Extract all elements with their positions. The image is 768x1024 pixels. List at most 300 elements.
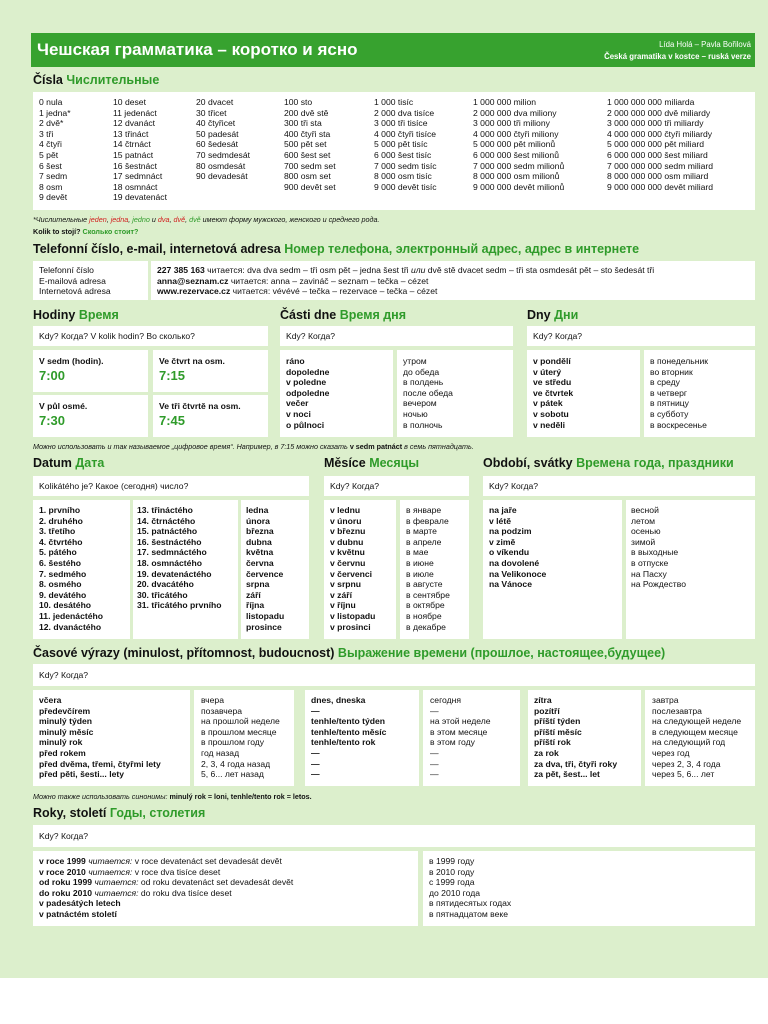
text-item: v květnu	[330, 547, 365, 558]
mesice-question	[324, 476, 469, 496]
section-title-casove	[33, 646, 665, 662]
text-column	[157, 265, 654, 297]
text-item: утром	[403, 356, 427, 366]
section-title-casti-dne	[280, 308, 406, 324]
text-item: 6. šestého	[39, 557, 82, 568]
number-item: 1 000 000 000 miliarda	[607, 97, 695, 107]
header-bar	[31, 33, 755, 67]
mesice-cz-box	[324, 500, 396, 639]
numbers-col-3	[196, 97, 250, 182]
text-item: pozítří	[534, 705, 560, 716]
number-item: 8 osm	[39, 181, 63, 192]
number-item: 5 000 000 pět milionů	[473, 139, 556, 150]
number-item: 20 dvacet	[196, 97, 234, 107]
text-item: května	[246, 547, 274, 558]
section-title-cz: Čísla	[33, 73, 63, 87]
number-item: 50 padesát	[196, 128, 239, 139]
text-item: Ve čtvrt na osm.	[159, 356, 225, 366]
text-item: zítra	[534, 695, 552, 705]
text-item: читается: vévévé – tečka – rezervace – tečka – cézet	[230, 286, 438, 297]
datum-col-1	[33, 500, 130, 639]
text-item: на следующей неделе	[652, 716, 742, 727]
casti-dne-ru-box	[397, 350, 513, 437]
phone-reading	[157, 265, 654, 276]
text-item: včera	[39, 695, 62, 705]
roky-ru-box	[423, 851, 755, 926]
text-column	[534, 695, 617, 780]
number-item: 9 000 000 devět milionů	[473, 181, 565, 192]
numbers-footnote	[33, 215, 380, 224]
numbers-col-5	[374, 97, 437, 192]
number-item: 17 sedmnáct	[113, 171, 163, 182]
text-item: dvě stě dvacet sedm – tři sta osmdesát pět – sto šedesát tři	[425, 265, 655, 275]
text-item: v lednu	[330, 505, 361, 515]
section-title-mesice	[324, 456, 419, 472]
text-item: www.rezervace.cz	[157, 286, 231, 297]
text-item: dvě	[173, 215, 186, 224]
text-item: в следующем месяце	[652, 726, 738, 737]
text-item: na podzim	[489, 526, 532, 537]
text-column	[39, 856, 293, 920]
text-item: 5. pátého	[39, 547, 77, 558]
text-column	[39, 505, 103, 632]
year-row	[39, 877, 293, 888]
number-item: 600 šest set	[284, 149, 331, 160]
number-item: 7 sedm	[39, 171, 68, 182]
datum-col-2	[133, 500, 238, 639]
text-item: 7:45	[159, 413, 186, 428]
number-item: 4 000 000 čtyři miliony	[473, 128, 559, 139]
text-item: Měsíce	[324, 456, 366, 470]
text-item: na dovolené	[489, 557, 540, 568]
number-item: 6 šest	[39, 160, 62, 171]
text-item: listopadu	[246, 610, 285, 621]
text-item: Выражение времени (прошлое, настоящее,будущее)	[337, 646, 666, 660]
text-item: Можно использовать и так называемое „цифровое время“. Например, в 7:15 можно сказать	[33, 442, 350, 451]
number-item: 8 000 000 000 osm miliard	[607, 171, 709, 182]
number-item: 5 000 pět tisíc	[374, 139, 428, 150]
text-item: вчера	[201, 695, 224, 705]
number-item: 3 000 000 tři miliony	[473, 118, 550, 129]
email-reading	[157, 276, 654, 287]
text-item: do roku 2010	[39, 887, 93, 898]
text-item: Kdy? Когда?	[330, 481, 380, 491]
number-item: 60 šedesát	[196, 139, 239, 150]
number-item: 15 patnáct	[113, 149, 154, 160]
authors: Lída Holá – Pavla Bořilová	[659, 40, 751, 49]
text-item: večer	[286, 398, 309, 409]
text-item: ,	[169, 215, 174, 224]
number-item: 70 sedmdesát	[196, 149, 250, 160]
number-item: 7 000 000 000 sedm miliard	[607, 160, 714, 171]
number-item: 16 šestnáct	[113, 160, 157, 171]
text-item: minulý rok	[39, 737, 83, 748]
page-title: Чешская грамматика – коротко и ясно	[37, 40, 358, 59]
text-item: v březnu	[330, 526, 366, 537]
text-item: 9. devátého	[39, 589, 87, 600]
number-item: 6 000 000 000 šest miliard	[607, 149, 708, 160]
text-item: za pět, šest... let	[534, 769, 600, 780]
text-item: v sedm patnáct	[349, 442, 403, 451]
text-item: února	[246, 515, 270, 526]
text-item: ,	[106, 215, 111, 224]
numbers-col-2	[113, 97, 167, 203]
dny-question	[527, 326, 755, 346]
text-item: в четверг	[650, 387, 688, 398]
number-item: 4 000 000 000 čtyři miliardy	[607, 128, 713, 139]
number-item: 1 000 tisíc	[374, 97, 414, 107]
text-item: července	[246, 568, 284, 579]
number-item: 4 000 čtyři tisíce	[374, 128, 437, 139]
text-item: Datum	[33, 456, 72, 470]
text-item: dopoledne	[286, 366, 330, 377]
text-item: Месяцы	[369, 456, 419, 470]
label-web: Internetová adresa	[39, 286, 111, 297]
text-item: 31. třicátého prvního	[137, 600, 222, 611]
numbers-col-7	[607, 97, 713, 192]
casove-note	[33, 792, 312, 801]
text-item: Ve tři čtvrtě na osm.	[159, 401, 241, 411]
label-email: E-mailová adresa	[39, 275, 106, 286]
text-item: в воскресенье	[650, 419, 707, 430]
text-item: в прошлом месяце	[201, 726, 277, 737]
numbers-col-1	[39, 97, 71, 203]
number-item: 8 000 000 osm milionů	[473, 171, 560, 182]
number-item: 800 osm set	[284, 171, 331, 182]
web-reading	[157, 286, 654, 297]
text-item: v úterý	[533, 366, 562, 377]
text-item: srpna	[246, 579, 270, 590]
text-item: Kdy? Когда? V kolik hodin? Во сколько?	[39, 331, 195, 341]
text-item: na jaře	[489, 505, 517, 515]
text-item: dva	[157, 215, 170, 224]
casti-dne-cz-box	[280, 350, 393, 437]
text-item: —	[430, 758, 439, 769]
text-item: в отпуске	[631, 557, 669, 568]
roky-cz-box	[33, 851, 418, 926]
text-column	[39, 695, 161, 780]
text-column	[286, 356, 329, 430]
text-item: через год	[652, 747, 690, 758]
text-item: *Числительные	[33, 215, 90, 224]
text-item: на Рождество	[631, 579, 686, 590]
text-item: 10. desátého	[39, 600, 92, 611]
number-item: 200 dvě stě	[284, 107, 329, 118]
text-item: před dvěma, třemi, čtyřmi lety	[39, 758, 161, 769]
text-item: v roce devatenáct set devadesát devět	[132, 856, 282, 866]
text-item: 2. druhého	[39, 515, 83, 526]
text-item: V půl osmé.	[39, 401, 88, 411]
text-item: Номер телефона, электронный адрес, адрес в интернете	[284, 242, 640, 256]
text-item: в июле	[406, 568, 434, 579]
text-item: 20. dvacátého	[137, 579, 194, 590]
numbers-col-4	[284, 97, 336, 192]
text-item: minulý rok = loni, tenhle/tento rok = letos.	[169, 792, 312, 801]
text-item: příští měsíc	[534, 726, 582, 737]
text-item: в пятницу	[650, 398, 689, 409]
number-item: 10 deset	[113, 97, 146, 107]
dny-cz-box	[527, 350, 640, 437]
text-item: в феврале	[406, 515, 449, 526]
number-item: 700 sedm set	[284, 160, 336, 171]
text-item: v srpnu	[330, 579, 362, 590]
text-item: příští rok	[534, 737, 571, 748]
text-item: в декабре	[406, 621, 446, 632]
hodiny-note	[33, 442, 474, 451]
text-item: v sobotu	[533, 408, 569, 419]
text-column	[650, 356, 708, 430]
number-item: 500 pět set	[284, 139, 327, 150]
text-item: 3. třetího	[39, 526, 76, 537]
text-item: v červnu	[330, 557, 366, 568]
text-column	[652, 695, 741, 780]
text-item: předevčírem	[39, 705, 91, 716]
text-item: позавчера	[201, 705, 243, 716]
text-column	[430, 695, 491, 780]
text-item: во вторник	[650, 366, 693, 377]
text-item: dnes, dneska	[311, 695, 366, 705]
text-item: října	[246, 600, 265, 611]
section-title-telefon	[33, 242, 639, 258]
text-item: Kdy? Когда?	[533, 331, 583, 341]
text-item: v dubnu	[330, 536, 364, 547]
text-item: Времена года, праздники	[576, 456, 734, 470]
number-item	[39, 118, 71, 129]
section-title-roky	[33, 806, 205, 822]
time-cell	[33, 350, 148, 392]
text-item: зимой	[631, 536, 656, 547]
text-item: minulý týden	[39, 716, 93, 727]
text-item: tenhle/tento týden	[311, 716, 386, 727]
text-item: za rok	[534, 747, 559, 758]
text-item: в октябре	[406, 600, 445, 611]
text-item: Roky, století	[33, 806, 107, 820]
future-cz-box	[528, 690, 641, 786]
text-item: —	[430, 705, 439, 716]
text-item: —	[311, 747, 320, 758]
text-column	[311, 695, 386, 780]
number-item: 5 000 000 000 pět miliard	[607, 139, 704, 150]
number-item: 90 devadesát	[196, 171, 248, 182]
text-item: v listopadu	[330, 610, 376, 621]
time-cell	[153, 350, 268, 392]
number-item: 19 devatenáct	[113, 192, 167, 203]
text-item: читается:	[85, 866, 133, 877]
section-title-cisla	[33, 73, 159, 89]
future-ru-box	[645, 690, 755, 786]
text-item: в среду	[650, 377, 680, 388]
text-item: prosince	[246, 621, 282, 632]
number-item: 1 000 000 milion	[473, 97, 537, 107]
text-item: Время	[78, 308, 119, 322]
contact-values-box	[151, 261, 755, 300]
text-item: Дата	[75, 456, 105, 470]
text-item: ,	[128, 215, 133, 224]
text-item: Kdy? Когда?	[39, 670, 89, 680]
text-item: в прошлом году	[201, 737, 265, 748]
text-item: вечером	[403, 398, 437, 409]
text-item: před pěti, šesti... lety	[39, 769, 125, 780]
text-column	[429, 856, 511, 920]
text-item: —	[430, 769, 439, 780]
number-item: 0 nula	[39, 97, 63, 107]
text-item: Kdy? Когда?	[489, 481, 539, 491]
datum-col-3	[241, 500, 309, 639]
section-title-datum	[33, 456, 104, 472]
text-item: v roce 1999	[39, 856, 86, 866]
number-item: 11 jedenáct	[113, 107, 157, 118]
text-item: в полдень	[403, 377, 444, 388]
text-item: června	[246, 557, 274, 568]
number-item: 14 čtrnáct	[113, 139, 151, 150]
number-item: 2 000 000 dva miliony	[473, 107, 557, 118]
text-item: летом	[631, 515, 656, 526]
text-item: в мае	[406, 547, 429, 558]
text-column	[403, 356, 453, 430]
text-item: 2, 3, 4 года назад	[201, 758, 271, 769]
number-item: 5 pět	[39, 149, 59, 160]
text-item: od roku devatenáct set devadesát devět	[138, 877, 294, 888]
text-column	[631, 505, 686, 590]
number-item: 40 čtyřicet	[196, 118, 236, 129]
number-item: 100 sto	[284, 97, 313, 107]
numbers-col-6	[473, 97, 564, 192]
text-item: Kdy? Когда?	[39, 831, 89, 841]
text-item: dubna	[246, 536, 272, 547]
text-item: dvě	[189, 215, 201, 224]
text-item: v prosinci	[330, 621, 371, 632]
year-row	[39, 856, 293, 867]
text-item: 19. devatenáctého	[137, 568, 212, 579]
number-item: 9 devět	[39, 192, 68, 203]
text-item: 12. dvanáctého	[39, 621, 102, 632]
text-item: v roce 2010	[39, 866, 86, 877]
obdobi-ru-box	[626, 500, 755, 639]
text-item: v neděli	[533, 419, 565, 430]
mesice-ru-box	[400, 500, 469, 639]
number-item: 3 000 tři tisíce	[374, 118, 428, 129]
text-item: весной	[631, 505, 659, 515]
number-item: 12 dvanáct	[113, 118, 156, 129]
text-item: Годы, столетия	[109, 806, 206, 820]
text-column	[201, 695, 280, 780]
text-item: послезавтра	[652, 705, 702, 716]
text-column	[39, 265, 111, 297]
text-item: в субботу	[650, 408, 689, 419]
text-item: v létě	[489, 515, 511, 526]
text-item: на этой неделе	[430, 716, 491, 727]
text-item: v patnáctém století	[39, 908, 117, 919]
text-item: год назад	[201, 747, 240, 758]
text-item: na Velikonoce	[489, 568, 547, 579]
text-item: 227 385 163	[157, 265, 205, 275]
text-item: в январе	[406, 505, 442, 515]
text-item: читается: anna – zavináč – seznam – tečka – cézet	[228, 275, 429, 286]
text-item: в этом году	[430, 737, 475, 748]
text-item: 7. sedmého	[39, 568, 87, 579]
text-item: на следующий год	[652, 737, 726, 748]
text-item: на прошлой неделе	[201, 716, 280, 727]
text-item: читается:	[85, 856, 133, 866]
datum-question	[33, 476, 309, 496]
text-item: anna@seznam.cz	[157, 275, 229, 286]
text-item: 8. osmého	[39, 579, 82, 590]
text-item: —	[311, 705, 320, 716]
text-item: Сколько стоит?	[80, 227, 139, 236]
text-item: 7:00	[39, 368, 66, 383]
year-row	[39, 888, 293, 899]
text-item: 14. čtrnáctého	[137, 515, 196, 526]
text-item: v únoru	[330, 515, 362, 526]
text-item: jeden	[89, 215, 107, 224]
text-item: в апреле	[406, 536, 442, 547]
text-item: Время дня	[339, 308, 406, 322]
text-item: 16. šestnáctého	[137, 536, 202, 547]
number-item: 3 tři	[39, 128, 54, 139]
text-item: в июне	[406, 557, 434, 568]
text-item: od roku 1999	[39, 877, 93, 888]
text-item: příští týden	[534, 716, 581, 727]
text-item: ve středu	[533, 377, 572, 388]
text-item: или	[410, 265, 426, 275]
text-item: Dny	[527, 308, 551, 322]
text-item: —	[430, 747, 439, 758]
number-item	[39, 108, 71, 119]
text-item: 5, 6... лет назад	[201, 769, 264, 780]
roky-question	[33, 825, 755, 847]
text-item: Можно также использовать синонимы:	[33, 792, 170, 801]
text-item: в семь пятнадцать.	[402, 442, 474, 451]
text-item: 7:15	[159, 368, 186, 383]
text-item: читается: dva dva sedm – tři osm pět – jedna šest tři	[204, 265, 411, 275]
time-cell	[153, 395, 268, 437]
text-column	[406, 505, 450, 632]
text-item: o půlnoci	[286, 419, 325, 430]
number-item: 6 000 šest tisíc	[374, 149, 432, 160]
year-row	[39, 909, 293, 920]
text-item: 7:30	[39, 413, 66, 428]
text-item: на Пасху	[631, 568, 667, 579]
text-item: odpoledne	[286, 387, 330, 398]
number-item: 3 000 000 000 tři miliardy	[607, 118, 704, 129]
text-item: 2 dvě*	[39, 118, 64, 129]
number-item: 18 osmnáct	[113, 181, 158, 192]
number-item: 300 tři sta	[284, 118, 322, 129]
label-telefon: Telefonní číslo	[39, 265, 94, 275]
number-item: 2 000 000 000 dvě miliardy	[607, 107, 711, 118]
text-item: в августе	[406, 579, 443, 590]
text-item: в понедельник	[650, 356, 709, 366]
text-item: Kdy? Когда?	[286, 331, 336, 341]
text-item: Časové výrazy (minulost, přítomnost, budoucnost)	[33, 646, 335, 660]
number-item: 30 třicet	[196, 107, 227, 118]
text-item: března	[246, 526, 274, 537]
text-item: в ноябре	[406, 610, 442, 621]
text-item: tenhle/tento rok	[311, 737, 376, 748]
text-item: до обеда	[403, 366, 440, 377]
text-item: 13. třináctého	[137, 505, 193, 515]
number-item: 13 třináct	[113, 128, 149, 139]
text-item: завтра	[652, 695, 679, 705]
text-item: до 2010 года	[429, 887, 481, 898]
past-cz-box	[33, 690, 190, 786]
section-title-ru: Числительные	[66, 73, 160, 87]
text-item: в 1999 году	[429, 856, 475, 866]
section-title-dny	[527, 308, 578, 324]
number-item: 8 000 osm tisíc	[374, 171, 432, 182]
text-item: и	[149, 215, 158, 224]
present-cz-box	[305, 690, 419, 786]
